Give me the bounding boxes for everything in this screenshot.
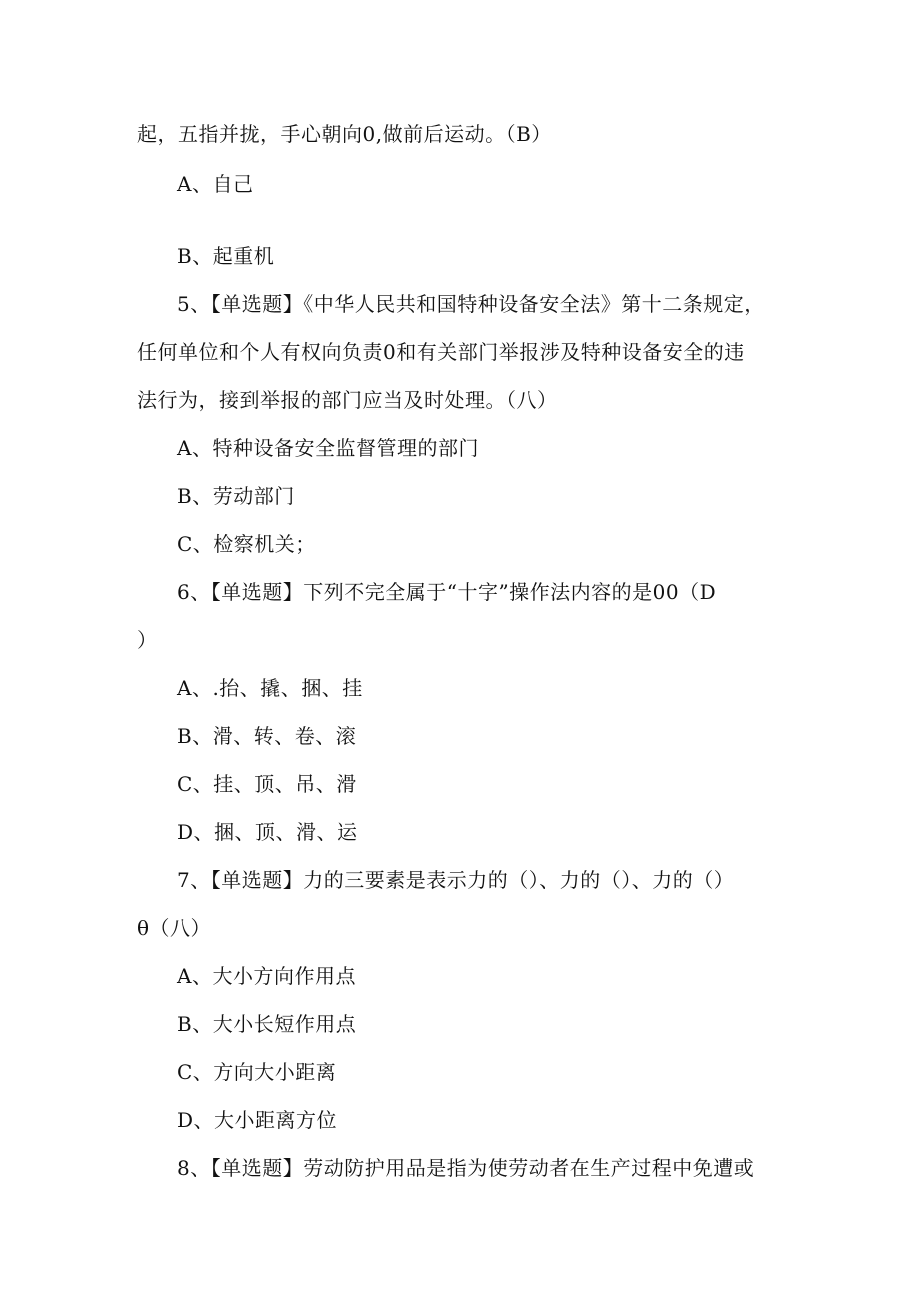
- option-c: C、方向大小距离: [177, 1060, 337, 1084]
- option-a: A、.抬、撬、捆、挂: [177, 676, 363, 700]
- question-4-continuation: 起，五指并拢，手心朝向0,做前后运动。（B）: [137, 122, 552, 146]
- question-6-line-2: ）: [137, 628, 158, 652]
- option-a: A、特种设备安全监督管理的部门: [177, 436, 479, 460]
- question-7-line-2: θ（八）: [137, 916, 212, 940]
- question-8-line-1: 8、【单选题】劳动防护用品是指为使劳动者在生产过程中免遭或: [177, 1156, 755, 1180]
- question-5-line-3: 法行为，接到举报的部门应当及时处理。（八）: [137, 388, 558, 412]
- option-d: D、大小距离方位: [177, 1108, 338, 1132]
- option-b: B、劳动部门: [177, 484, 295, 508]
- option-c: C、挂、顶、吊、滑: [177, 772, 357, 796]
- option-d: D、捆、顶、滑、运: [177, 820, 358, 844]
- question-6-line-1: 6、【单选题】下列不完全属于“十字”操作法内容的是00（D: [177, 580, 717, 604]
- option-b: B、起重机: [177, 244, 275, 268]
- option-a: A、大小方向作用点: [177, 964, 356, 988]
- question-7-line-1: 7、【单选题】力的三要素是表示力的（）、力的（）、力的（）: [177, 868, 735, 892]
- question-5-line-1: 5、【单选题】《中华人民共和国特种设备安全法》第十二条规定，: [177, 292, 765, 316]
- option-b: B、大小长短作用点: [177, 1012, 357, 1036]
- option-c: C、检察机关；: [177, 532, 316, 556]
- option-a: A、自己: [177, 172, 254, 196]
- option-b: B、滑、转、卷、滚: [177, 724, 357, 748]
- question-5-line-2: 任何单位和个人有权向负责0和有关部门举报涉及特种设备安全的违: [137, 340, 745, 364]
